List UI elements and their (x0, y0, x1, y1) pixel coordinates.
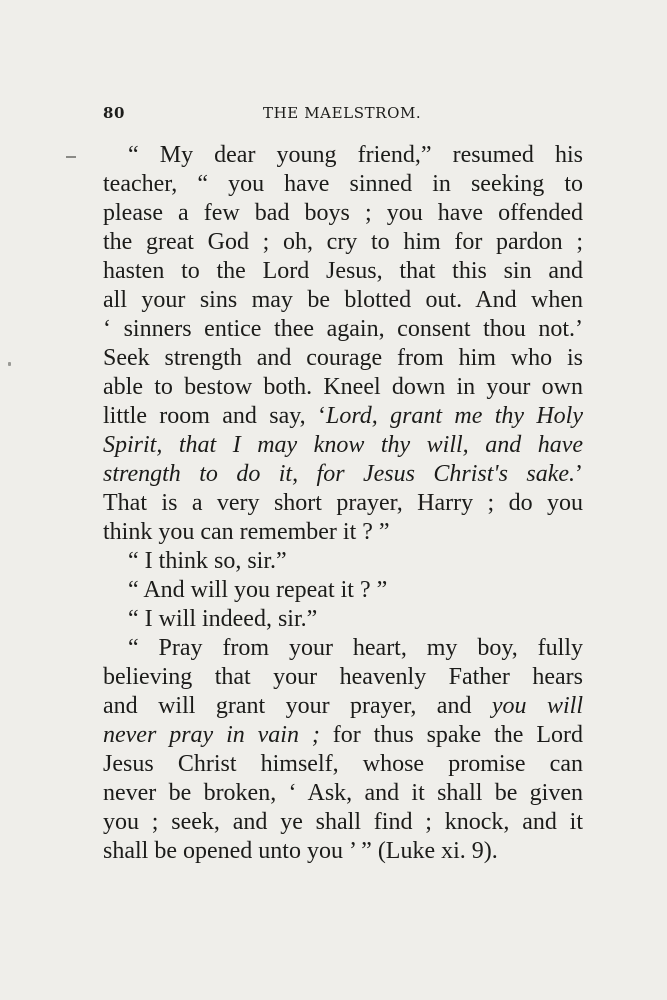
text-line: little room and say, ‘Lord, grant me thy Holy (103, 403, 583, 429)
text-line: you ; seek, and ye shall find ; knock, and it (103, 809, 583, 835)
text-line: strength to do it, for Jesus Christ's sake.’ (103, 461, 583, 487)
text-line: able to bestow both. Kneel down in your own (103, 374, 583, 400)
text-line: “ I will indeed, sir.” (128, 606, 318, 632)
text-line: “ I think so, sir.” (128, 548, 287, 574)
text-line: “ Pray from your heart, my boy, fully (128, 635, 583, 661)
text-line: never pray in vain ; for thus spake the Lord (103, 722, 583, 748)
text-line: the great God ; oh, cry to him for pardon ; (103, 229, 583, 255)
text-line: “ And will you repeat it ? ” (128, 577, 388, 603)
text-line: ‘ sinners entice thee again, consent thou not.’ (103, 316, 583, 342)
text-line: “ My dear young friend,” resumed his (128, 142, 583, 168)
text-line: teacher, “ you have sinned in seeking to (103, 171, 583, 197)
chapter-title: THE MAELSTROM. (263, 104, 422, 122)
text-line: That is a very short prayer, Harry ; do you (103, 490, 583, 516)
text-line: never be broken, ‘ Ask, and it shall be given (103, 780, 583, 806)
margin-mark (66, 156, 76, 158)
text-line: shall be opened unto you ’ ” (Luke xi. 9). (103, 838, 498, 864)
text-line: Spirit, that I may know thy will, and have (103, 432, 583, 458)
text-line: Seek strength and courage from him who is (103, 345, 583, 371)
text-line: believing that your heavenly Father hears (103, 664, 583, 690)
text-line: please a few bad boys ; you have offended (103, 200, 583, 226)
text-line: Jesus Christ himself, whose promise can (103, 751, 583, 777)
text-line: all your sins may be blotted out. And when (103, 287, 583, 313)
body-text (103, 141, 583, 866)
running-head (103, 104, 583, 124)
text-line: think you can remember it ? ” (103, 519, 390, 545)
text-line: hasten to the Lord Jesus, that this sin and (103, 258, 583, 284)
text-line: and will grant your prayer, and you will (103, 693, 583, 719)
paper-speck (8, 362, 11, 366)
page-number: 80 (103, 104, 126, 122)
